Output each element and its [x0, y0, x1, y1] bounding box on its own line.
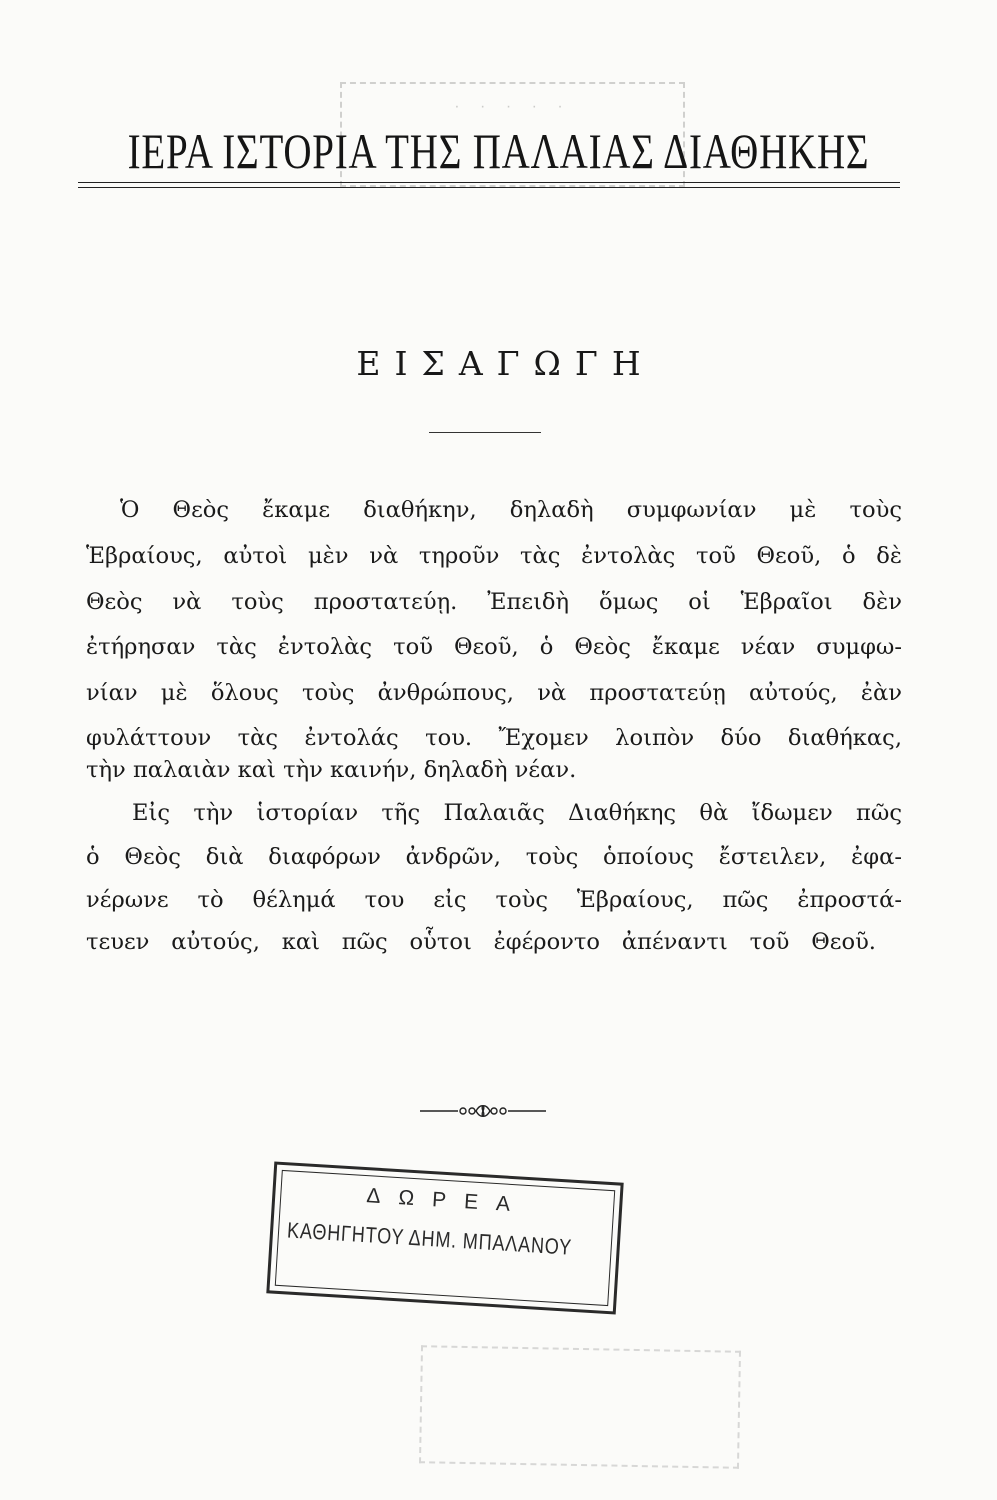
body-line: ἐτήρησαν τὰς ἐντολὰς τοῦ Θεοῦ, ὁ Θεὸς ἔκαμε νέαν συμφω- [86, 634, 902, 660]
ornament-divider [418, 1101, 548, 1121]
body-line: Εἰς τὴν ἱστορίαν τῆς Παλαιᾶς Διαθήκης θὰ ἴδωμεν πῶς [132, 800, 902, 826]
body-line: φυλάττουν τὰς ἐντολάς του. Ἔχομεν λοιπὸν δύο διαθήκας, [86, 725, 902, 751]
section-divider [429, 432, 541, 433]
body-line: νέρωνε τὸ θέλημά του εἰς τοὺς Ἑβραίους, πῶς ἐπροστά- [86, 887, 902, 913]
stamp-line-donor: ΚΑΘΗΓΗΤΟΥ ΔΗΜ. ΜΠΑΛΑΝΟΥ [286, 1217, 573, 1260]
faded-stamp-bottom [419, 1345, 741, 1469]
body-line: Ὁ Θεὸς ἔκαμε διαθήκην, δηλαδὴ συμφωνίαν μὲ τοὺς [120, 497, 902, 523]
stamp-line-donation: ΔΩΡΕΑ [365, 1184, 529, 1217]
running-header-title: ΙΕΡΑ ΙΣΤΟΡΙΑ ΤΗΣ ΠΑΛΑΙΑΣ ΔΙΑΘΗΚΗΣ [127, 123, 870, 179]
faded-stamp-top-text: · · · · · [454, 98, 571, 115]
body-line: Θεὸς νὰ τοὺς προστατεύῃ. Ἐπειδὴ ὅμως οἱ Ἑβραῖοι δὲν [86, 589, 902, 615]
body-line: τευεν αὐτούς, καὶ πῶς οὗτοι ἐφέροντο ἀπέναντι τοῦ Θεοῦ. [86, 929, 876, 955]
donation-stamp [266, 1161, 623, 1314]
body-line: Ἑβραίους, αὐτοὶ μὲν νὰ τηροῦν τὰς ἐντολὰς τοῦ Θεοῦ, ὁ δὲ [86, 543, 902, 569]
header-rule-lower [78, 187, 900, 188]
header-rule-upper [78, 182, 900, 183]
body-line: ὁ Θεὸς διὰ διαφόρων ἀνδρῶν, τοὺς ὁποίους ἔστειλεν, ἐφα- [86, 844, 902, 870]
body-line: νίαν μὲ ὅλους τοὺς ἀνθρώπους, νὰ προστατεύῃ αὐτούς, ἐὰν [86, 680, 902, 706]
body-line: τὴν παλαιὰν καὶ τὴν καινήν, δηλαδὴ νέαν. [86, 757, 577, 783]
section-title: ΕΙΣΑΓΩΓΗ [356, 344, 655, 383]
